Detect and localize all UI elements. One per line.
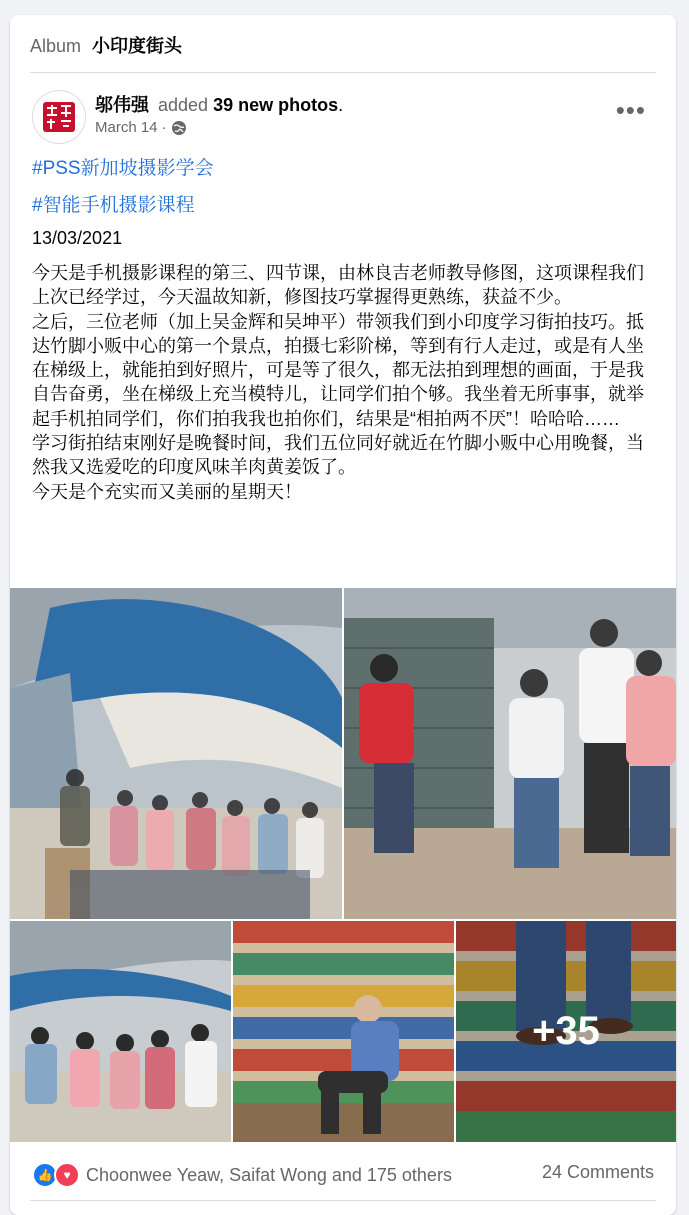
post-action-text: added	[158, 95, 209, 115]
post-body-text: 今天是手机摄影课程的第三、四节课，由林良吉老师教导修图，这项课程我们上次已经学过，今天温故知新，修图技巧掌握得更熟练，获益不少。 之后，三位老师（加上吴金辉和吴坤平）带领我们到小印度学习街拍技巧。抵达竹脚小贩中心的第一个景点，拍摄七彩阶梯，等到有行人走过，或是有人坐在梯级上，就能拍到好照片，可是等了很久，都无法拍到理想的画面，于是我自告奋勇，坐在梯级上充当模特儿，让同学们拍个够。我坐着无所事事，就举起手机拍同学们，你们拍我我也拍你们，结果是“相拍两不厌”！哈哈哈…… 学习街拍结束刚好是晚餐时间，我们五位同好就近在竹脚小贩中心用晚餐，当然我又选爱吃的印度风味羊肉黄姜饭了。 今天是个充实而又美丽的星期天！	[32, 263, 644, 502]
post-date-text: 13/03/2021	[32, 228, 123, 248]
love-icon: ♥	[54, 1162, 80, 1188]
footer-divider	[30, 1200, 656, 1201]
post-card	[10, 15, 676, 1215]
like-icon: 👍	[32, 1162, 58, 1188]
globe-icon	[171, 120, 187, 136]
album-label: Album	[30, 36, 82, 56]
photo-1[interactable]	[10, 588, 342, 919]
more-photos-count: +35	[456, 921, 676, 1142]
post-date-link[interactable]: March 14	[95, 119, 158, 136]
photo-1-image	[10, 588, 342, 919]
photo-5-more[interactable]	[456, 921, 676, 1142]
photo-2-image	[344, 588, 676, 919]
reactions-summary[interactable]	[32, 1162, 452, 1188]
album-name-link[interactable]: 小印度街头	[92, 36, 183, 56]
author-line	[95, 91, 343, 117]
reaction-icons	[32, 1162, 80, 1188]
post-meta	[95, 119, 187, 136]
author-avatar[interactable]	[32, 90, 86, 144]
album-header	[30, 32, 182, 58]
hashtag-link[interactable]: #智能手机摄影课程	[32, 195, 195, 216]
photo-3[interactable]	[10, 921, 231, 1142]
photo-count-link[interactable]: 39 new photos	[213, 95, 339, 115]
photo-4-image	[233, 921, 454, 1142]
photo-4[interactable]	[233, 921, 454, 1142]
photo-3-image	[10, 921, 231, 1142]
more-options-icon[interactable]: •••	[615, 95, 646, 125]
header-divider	[30, 72, 656, 73]
photo-2[interactable]	[344, 588, 676, 919]
comments-count-link[interactable]: 24 Comments	[541, 1162, 654, 1182]
seal-logo-icon	[33, 91, 85, 143]
author-name-link[interactable]: 邬伟强	[95, 95, 149, 115]
hashtag-link[interactable]: #PSS新加坡摄影学会	[32, 158, 214, 179]
reactions-text: Choonwee Yeaw, Saifat Wong and 175 others	[86, 1164, 452, 1185]
meta-separator: ·	[161, 119, 167, 136]
period-text: .	[338, 95, 344, 115]
